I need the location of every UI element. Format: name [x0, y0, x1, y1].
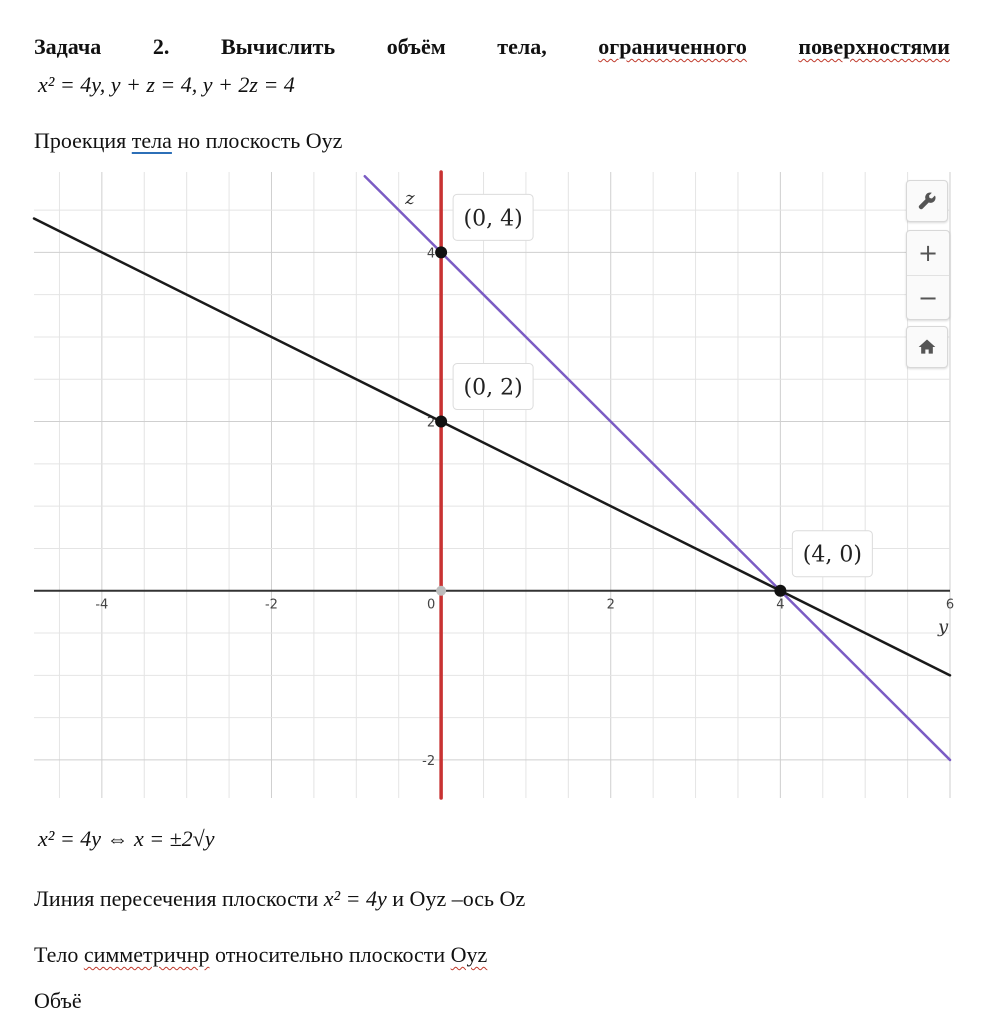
- z-tick-label: 4: [426, 246, 436, 262]
- graph-settings-button[interactable]: [906, 180, 948, 222]
- task-heading: [34, 34, 950, 60]
- black-line-y-plus-2z-4: [34, 219, 950, 676]
- symmetry-text: относительно плоскости: [209, 942, 451, 967]
- x-tick-label: -4: [95, 597, 109, 613]
- z-axis-label: z: [405, 188, 415, 209]
- intersection-text: Линия пересечения плоскости: [34, 886, 324, 911]
- graph-canvas[interactable]: [34, 172, 955, 798]
- point-label: (0, 4): [463, 206, 523, 232]
- task-word: Задача: [34, 34, 102, 59]
- symmetry-line: [34, 942, 487, 968]
- graph-home-button[interactable]: [906, 326, 948, 368]
- formula-line: x² = 4y ⇔ x = ±2√y: [38, 826, 215, 851]
- zoom-controls: [906, 230, 950, 320]
- home-icon: [917, 337, 937, 357]
- origin-point: [436, 586, 446, 596]
- zoom-in-button[interactable]: +: [917, 239, 939, 267]
- task-word: ограниченного: [598, 34, 747, 59]
- z-tick-label: -2: [422, 753, 436, 769]
- marked-point: [774, 585, 786, 597]
- purple-line-y-plus-z-4: [365, 176, 950, 760]
- x-tick-label: 2: [606, 597, 615, 613]
- cut-off-line: Объё: [34, 988, 82, 1013]
- projection-caption: [34, 128, 342, 154]
- x-tick-label: 4: [776, 597, 785, 613]
- x-tick-label: 0: [426, 597, 436, 613]
- intersection-line: [34, 886, 525, 912]
- task-word: поверхностями: [798, 34, 950, 59]
- symmetry-underlined-word: Oyz: [450, 942, 488, 967]
- marked-point: [435, 246, 447, 258]
- caption-underlined-word: тела: [131, 128, 172, 153]
- point-label: (4, 0): [802, 542, 862, 568]
- z-tick-label: 2: [426, 415, 436, 431]
- x-tick-label: -2: [264, 597, 278, 613]
- symmetry-underlined-word: симметричнр: [83, 942, 210, 967]
- marked-point: [435, 416, 447, 428]
- wrench-icon: [916, 190, 938, 212]
- caption-text: но плоскость Oyz: [171, 128, 343, 153]
- task-word: Вычислить: [220, 34, 336, 59]
- intersection-text: и Oyz –ось Oz: [386, 886, 526, 911]
- intersection-math: x² = 4y: [323, 886, 387, 911]
- y-axis-label: y: [938, 616, 949, 638]
- point-label: (0, 2): [463, 375, 523, 401]
- task-word: 2.: [152, 34, 170, 59]
- task-word: тела,: [497, 34, 547, 59]
- zoom-out-button[interactable]: −: [907, 275, 949, 320]
- x-tick-label: 6: [945, 597, 955, 613]
- task-word: объём: [386, 34, 446, 59]
- symmetry-text: Тело: [34, 942, 84, 967]
- task-equations: x² = 4y, y + z = 4, y + 2z = 4: [38, 72, 295, 97]
- caption-text: Проекция: [34, 128, 132, 153]
